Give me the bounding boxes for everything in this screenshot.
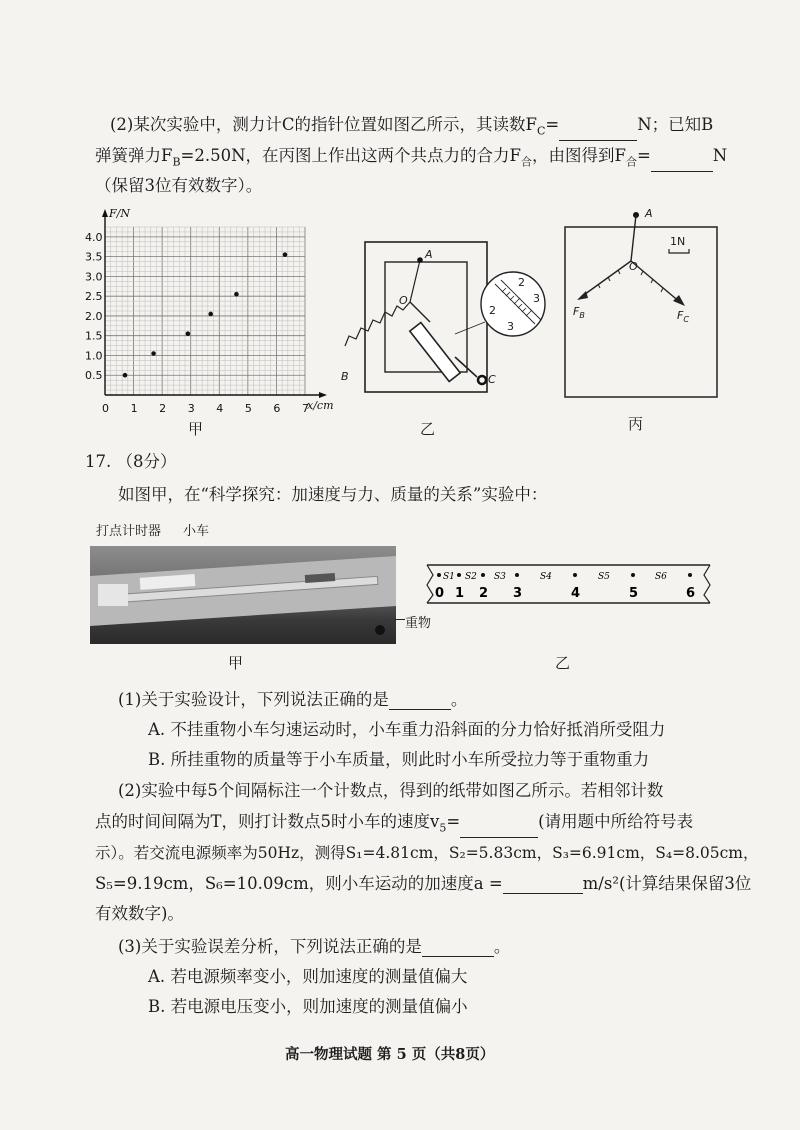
y-tick-label: 2.5 xyxy=(85,290,103,304)
tape-count-label: 0 xyxy=(435,586,445,601)
y-tick-label: 0.5 xyxy=(85,369,103,383)
label-b: B xyxy=(341,370,349,383)
q17-intro: 如图甲，在“科学探究：加速度与力、质量的关系”实验中： xyxy=(118,485,548,504)
label-fc: $F_C$ xyxy=(677,309,689,325)
fig-jia-chart xyxy=(85,205,335,420)
tape-point xyxy=(688,573,692,577)
y-tick-label: 1.5 xyxy=(85,329,103,343)
answer-blank-fc[interactable] xyxy=(559,124,637,141)
label-fb: $F_B$ xyxy=(573,305,585,321)
x-tick-label: 6 xyxy=(273,402,281,415)
fig-yi-caption: 乙 xyxy=(420,420,436,438)
y-tick-label: 3.5 xyxy=(85,250,103,264)
scale-num-3: 3 xyxy=(533,292,540,305)
answer-blank-fhe[interactable] xyxy=(651,155,713,172)
q17-p2-line3: 示）。若交流电源频率为50Hz，测得S₁=4.81cm，S₂=5.83cm，S₃=6.91cm，S₄=8.05cm， xyxy=(95,844,759,862)
data-point xyxy=(208,312,213,317)
arrow-fb xyxy=(581,261,631,297)
arrow-fc xyxy=(631,261,681,303)
tape-point xyxy=(437,573,441,577)
answer-blank-p3[interactable] xyxy=(422,940,494,957)
tape-segment-label: S3 xyxy=(494,572,506,582)
fig-jia-caption: 甲 xyxy=(188,420,204,438)
x-tick-label: 4 xyxy=(216,402,224,415)
tape-count-label: 2 xyxy=(479,586,489,601)
x-tick-label: 3 xyxy=(187,402,195,415)
data-point xyxy=(186,331,191,336)
page-footer: 高一物理试题 第 5 页（共8页） xyxy=(285,1046,495,1063)
fig-yi-apparatus xyxy=(335,232,565,402)
x-axis-arrow xyxy=(319,392,327,398)
label-a: A xyxy=(425,248,433,261)
q17-p2-line2: 点的时间间隔为T，则打计数点5时小车的速度$v_5=$ (请用题中所给符号表 xyxy=(95,812,693,838)
y-tick-label: 1.0 xyxy=(85,349,103,363)
q16-part2-line1: (2)某次实验中，测力计C的指针位置如图乙所示，其读数$F_C= N$；已知B xyxy=(110,115,713,141)
q17-p1: (1)关于实验设计，下列说法正确的是 。 xyxy=(118,690,468,709)
tape-point xyxy=(515,573,519,577)
label-c: C xyxy=(488,373,496,386)
scale-num-2: 2 xyxy=(489,304,496,317)
tape-segment-label: S2 xyxy=(465,572,477,582)
tape-segment-label: S1 xyxy=(443,572,455,582)
tape-count-label: 5 xyxy=(629,586,639,601)
paper-tape-diagram xyxy=(425,561,715,611)
scale-1n: 1N xyxy=(670,235,686,248)
data-point xyxy=(283,252,288,257)
q17-p3-option-a: A. 若电源频率变小，则加速度的测量值偏大 xyxy=(148,967,468,986)
tape-segment-label: S5 xyxy=(598,572,610,582)
q17-p2-line4: S₅=9.19cm，S₆=10.09cm，则小车运动的加速度a = m/s²(计算结果保留3位 xyxy=(95,874,752,893)
q17-heading: 17. （8分） xyxy=(85,452,177,471)
y-axis-label: F/N xyxy=(109,207,130,220)
tape-point xyxy=(457,573,461,577)
tape-count-label: 1 xyxy=(455,586,465,601)
paper-tape xyxy=(425,561,715,611)
scale-num-1: 2 xyxy=(518,276,525,289)
y-tick-label: 3.0 xyxy=(85,270,103,284)
answer-blank-v5[interactable] xyxy=(460,821,538,838)
x-axis-label: x/cm xyxy=(307,399,334,412)
fig-bing-caption: 丙 xyxy=(628,415,644,433)
label-car: 小车 xyxy=(183,524,210,539)
fig-bing-forces xyxy=(563,205,723,405)
scale-num-4: 3 xyxy=(507,320,514,333)
x-tick-label: 7 xyxy=(302,402,309,415)
tape-count-label: 6 xyxy=(686,586,696,601)
q17-p3-option-b: B. 若电源电压变小，则加速度的测量值偏小 xyxy=(148,997,468,1016)
x-tick-label: 0 xyxy=(102,402,109,415)
tape-point xyxy=(631,573,635,577)
data-point xyxy=(151,351,156,356)
q16-part2-line2: 弹簧弹力$F_B=2.50N$，在丙图上作出这两个共点力的合力$F_合$，由图得到$F_合= N$ xyxy=(95,146,727,172)
fig-yi2-caption: 乙 xyxy=(555,654,571,672)
tape-segment-label: S4 xyxy=(540,572,552,582)
q17-p3: (3)关于实验误差分析，下列说法正确的是 。 xyxy=(118,937,511,956)
label-timer: 打点计时器 xyxy=(96,524,162,539)
x-tick-label: 2 xyxy=(159,402,167,415)
data-point xyxy=(123,373,128,378)
label-weight: 重物 xyxy=(405,616,432,631)
label-o-bing: O xyxy=(629,260,638,273)
q17-p2-line1: (2)实验中每5个间隔标注一个计数点，得到的纸带如图乙所示。若相邻计数 xyxy=(118,781,664,800)
tape-count-label: 4 xyxy=(571,586,581,601)
spring-balance-diagram xyxy=(335,232,565,402)
label-o: O xyxy=(399,294,408,307)
force-extension-chart xyxy=(85,205,335,420)
q17-p1-option-a: A. 不挂重物小车匀速运动时，小车重力沿斜面的分力恰好抵消所受阻力 xyxy=(148,720,666,739)
tape-point xyxy=(573,573,577,577)
fig-jia2-caption: 甲 xyxy=(228,654,244,672)
string-oa xyxy=(410,260,420,302)
q17-p2-line5: 有效数字)。 xyxy=(95,904,184,923)
answer-blank-p1[interactable] xyxy=(389,693,451,710)
q17-p1-option-b: B. 所挂重物的质量等于小车质量，则此时小车所受拉力等于重物重力 xyxy=(148,750,650,769)
y-tick-label: 4.0 xyxy=(85,230,103,244)
tape-segment-label: S6 xyxy=(655,572,667,582)
x-tick-label: 5 xyxy=(244,402,252,415)
answer-blank-a[interactable] xyxy=(503,877,583,894)
spring-b xyxy=(345,302,410,346)
apparatus-photo xyxy=(90,546,396,644)
label-a-bing: A xyxy=(645,207,653,220)
tape-count-label: 3 xyxy=(513,586,523,601)
q16-part2-line3: （保留3位有效数字）。 xyxy=(95,176,263,195)
y-axis-arrow xyxy=(102,209,108,217)
x-tick-label: 1 xyxy=(130,402,138,415)
y-tick-label: 2.0 xyxy=(85,309,103,323)
tape-point xyxy=(481,573,485,577)
data-point xyxy=(234,292,239,297)
force-diagram xyxy=(563,205,723,405)
